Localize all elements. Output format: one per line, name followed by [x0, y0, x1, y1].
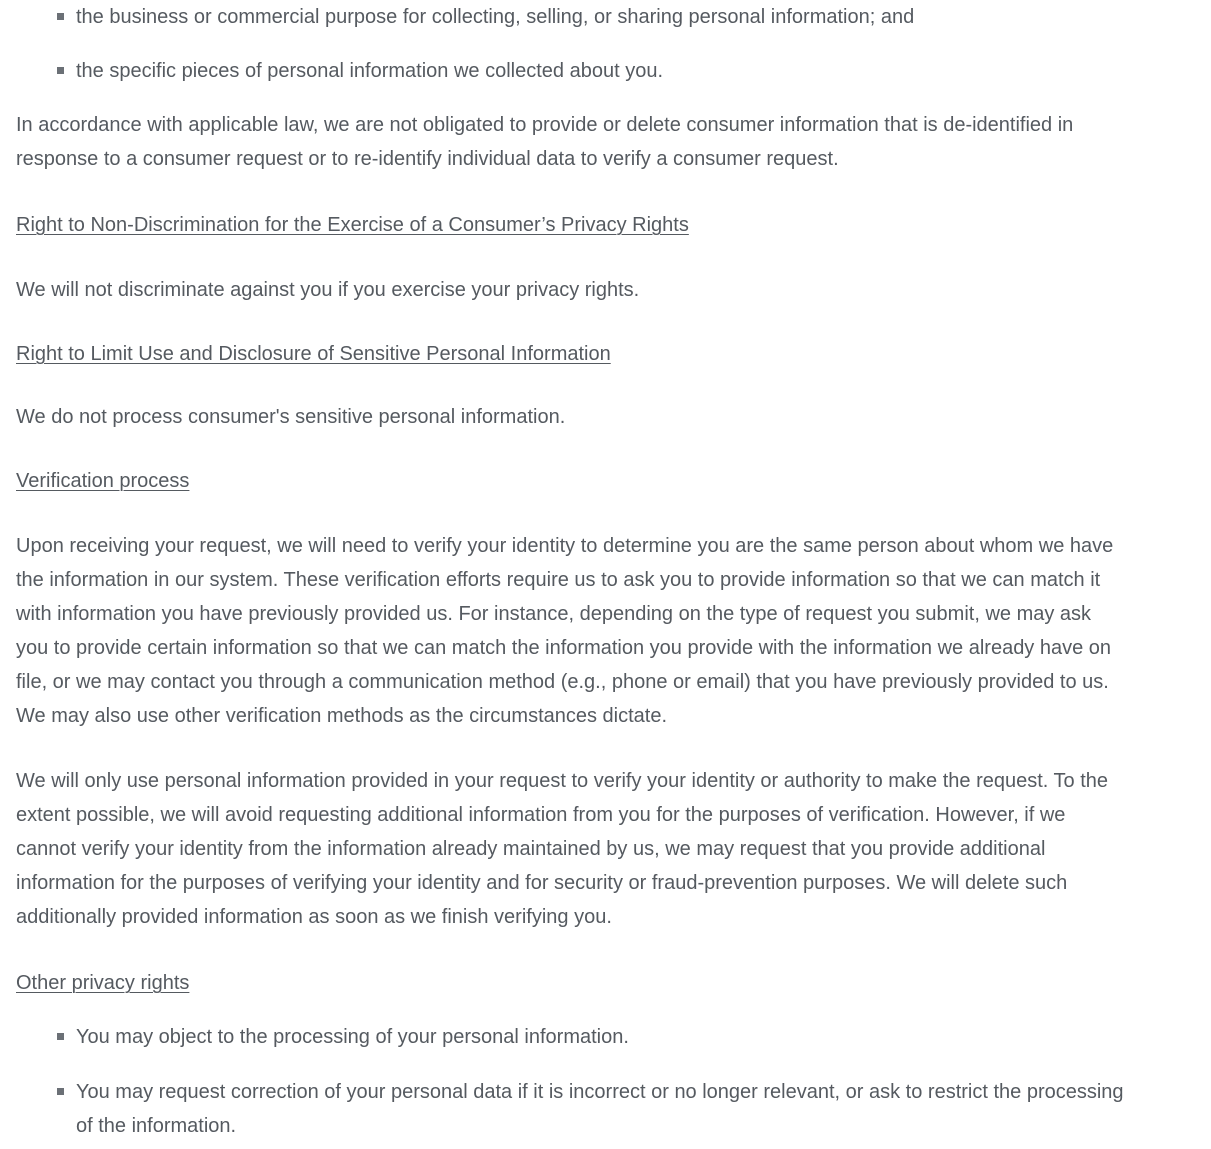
limit-use-text: We do not process consumer's sensitive personal information. — [16, 406, 566, 428]
deidentified-paragraph: In accordance with applicable law, we are not obligated to provide or delete consumer information that is de-identified in response to a consumer request or to re-identify individual data to verify a consumer request. — [16, 114, 1074, 170]
privacy-policy-content — [16, 0, 1126, 1143]
list-item — [16, 1075, 1126, 1143]
other-rights-heading: Other privacy rights — [16, 972, 190, 994]
top-bullet-list — [16, 0, 1126, 88]
list-item — [16, 0, 1126, 34]
verification-paragraph-1: Upon receiving your request, we will need to verify your identity to determine you are the same person about whom we have the information in our system. These verification efforts require us to ask you to provide information so that we can match it with information you have previously provided us. For instance, depending on the type of request you submit, we may ask you to provide certain information so that we can match the information you provide with the information we already have on file, or we may contact you through a communication method (e.g., phone or email) that you have previously provided to us. We may also use other verification methods as the circumstances dictate. — [16, 535, 1114, 727]
square-bullet-icon — [57, 13, 64, 20]
limit-use-heading: Right to Limit Use and Disclosure of Sensitive Personal Information — [16, 343, 611, 365]
list-item-text: You may object to the processing of your personal information. — [76, 1026, 629, 1048]
other-rights-list — [16, 1020, 1126, 1143]
non-discrimination-text: We will not discriminate against you if you exercise your privacy rights. — [16, 279, 640, 301]
verification-heading: Verification process — [16, 470, 190, 492]
square-bullet-icon — [57, 1033, 64, 1040]
list-item — [16, 54, 1126, 88]
square-bullet-icon — [57, 67, 64, 74]
list-item-text: the specific pieces of personal information we collected about you. — [76, 60, 664, 82]
list-item — [16, 1020, 1126, 1054]
square-bullet-icon — [57, 1088, 64, 1095]
list-item-text: the business or commercial purpose for collecting, selling, or sharing personal information; and — [76, 6, 915, 28]
verification-paragraph-2: We will only use personal information provided in your request to verify your identity or authority to make the request. To the extent possible, we will avoid requesting additional information from you for the purposes of verification. However, if we cannot verify your identity from the information already maintained by us, we may request that you provide additional information for the purposes of verifying your identity and for security or fraud-prevention purposes. We will delete such additionally provided information as soon as we finish verifying you. — [16, 770, 1109, 928]
list-item-text: You may request correction of your personal data if it is incorrect or no longer relevant, or ask to restrict the processing of the information. — [76, 1081, 1124, 1137]
non-discrimination-heading: Right to Non-Discrimination for the Exercise of a Consumer’s Privacy Rights — [16, 214, 689, 236]
